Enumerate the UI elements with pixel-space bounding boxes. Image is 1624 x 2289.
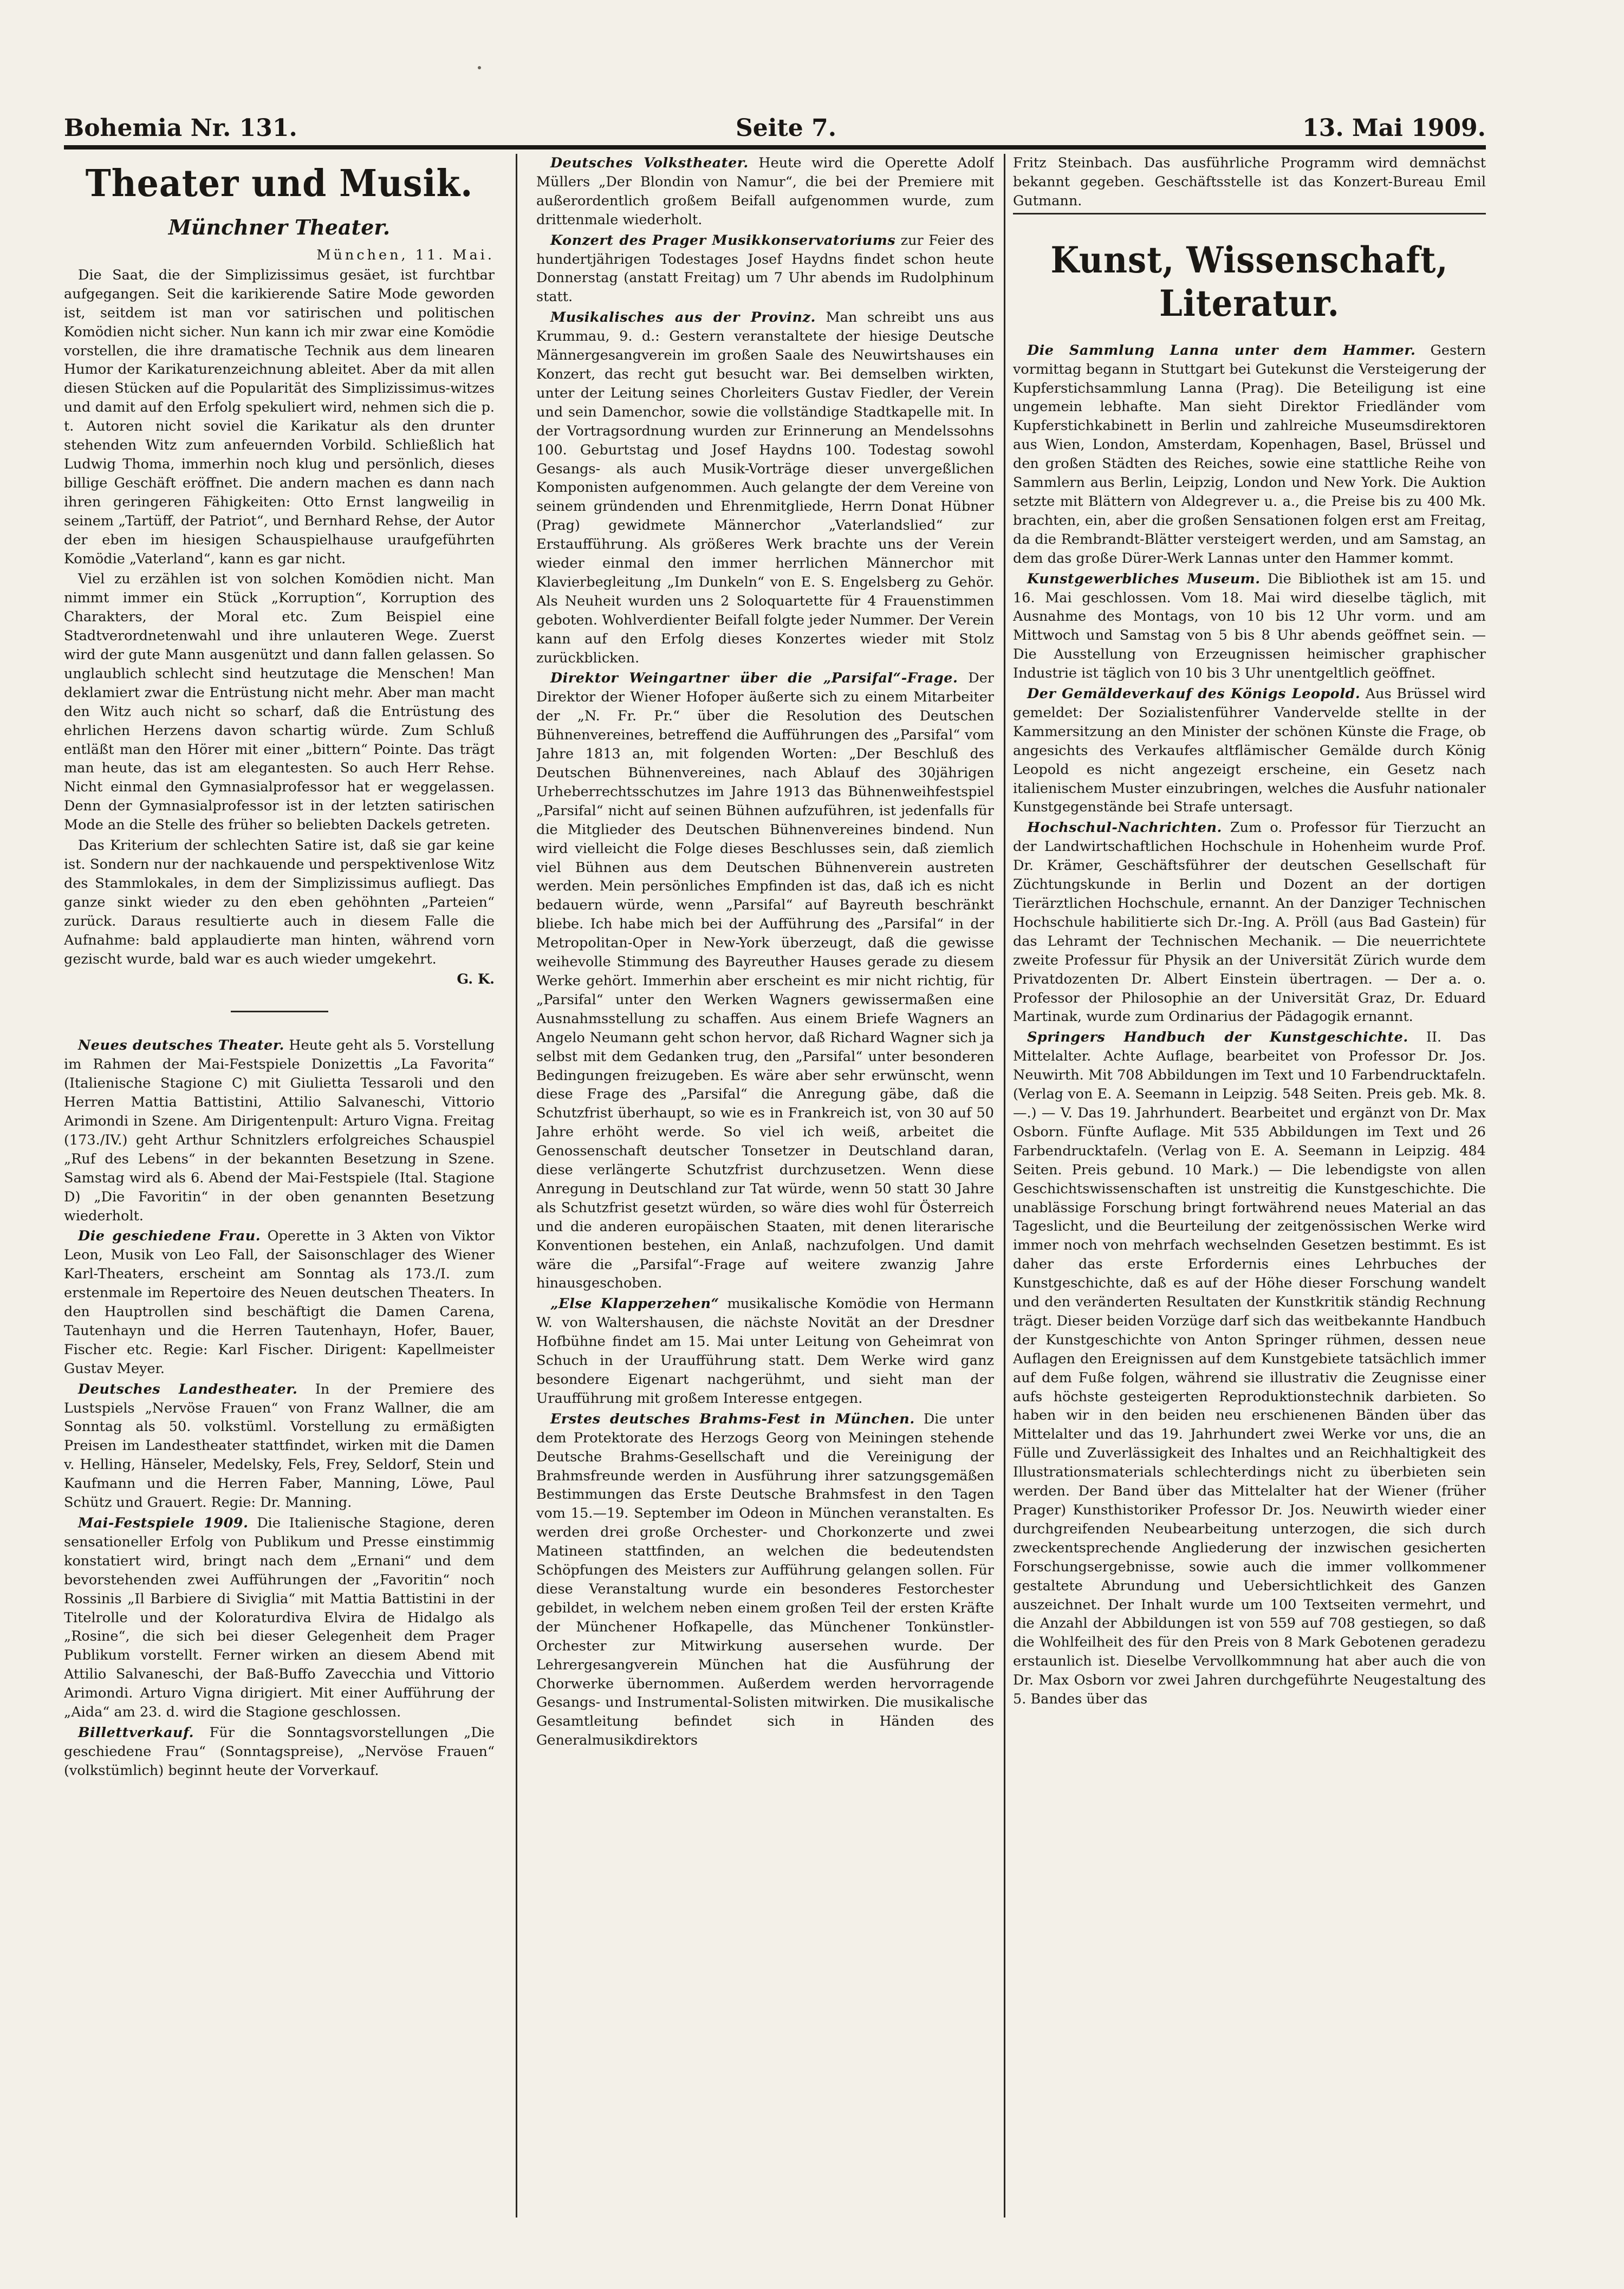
news-entry	[536, 154, 994, 230]
entry-heading: „Else Klapperzehen“	[550, 1296, 719, 1312]
article-paragraph: Viel zu erzählen ist von solchen Komödien nicht. Man nimmt immer ein Stück „Korruption“, Korruption des Charakters, der Moral etc. Zum Beispiel eine Stadtverordnetenwahl und ihre unlauteren Wege. Zuerst wird der gute Mann ausgenützt und dann fallen gelassen. So unglaublich schlecht sind heutzutage die Menschen! Man deklamiert zwar die Entrüstung nicht mehr. Aber man macht den Witz auch nicht so scharf, daß die Entrüstung des ehrlichen Herzens davon schartig würde. Zum Schluß entläßt man den Hörer mit einer „bittern“ Pointe. Das trägt man heute, das ist am elegantesten. So auch Herr Rehse. Nicht einmal den Gymnasialprofessor hat er weggelassen. Denn der Gymnasialprofessor ist in der letzten satirischen Mode an die Stelle des früher so beliebten Dackels getreten.	[64, 571, 495, 834]
entry-text: Aus Brüssel wird gemeldet: Der Sozialistenführer Vandervelde stellte in der Kammersitzung an den Minister der schönen Künste die Frage, ob angesichts des Verkaufes altflämischer Gemälde durch König Leopold es nicht angezeigt erscheine, ein Gesetz nach italienischem Muster einzubringen, welches die Ausfuhr nationaler Kunstgegenstände bei Strafe untersagt.	[1013, 686, 1486, 816]
column-rule-2	[1004, 154, 1005, 2218]
news-entry	[536, 1295, 994, 1408]
section-divider	[1013, 213, 1486, 214]
entry-heading: Konzert des Prager Musikkonservatoriums	[550, 232, 896, 249]
entry-text: II. Das Mittelalter. Achte Auflage, bearbeitet von Professor Dr. Jos. Neuwirth. Mit 708 Abbildungen im Text und 10 Farbendrucktafeln. (Verlag von E. A. Seemann in Leipzig. 548 Seiten. Preis geb. Mk. 8.—.) — V. Das 19. Jahrhundert. Bearbeitet und ergänzt von Dr. Max Osborn. Fünfte Auflage. Mit 535 Abbildungen im Text und 26 Farbendrucktafeln. (Verlag von E. A. Seemann in Leipzig. 484 Seiten. Preis gebund. 10 Mark.) — Die lebendigste von allen Geschichtswissenschaften ist unstreitig die Kunstgeschichte. Die unablässige Forschung bringt fortwährend neues Material an das Tageslicht, und die Beurteilung der zeitgenössischen Werke wird immer noch von mehrfach wechselnden Gesetzen bestimmt. Es ist daher das erste Erfordernis eines Lehrbuches der Kunstgeschichte, daß es auf der Höhe dieser Forschung wandelt und den veränderten Resultaten der Kunstkritik ständig Rechnung trägt. Dieser beiden Vorzüge darf sich das weitbekannte Handbuch der Kunstgeschichte von Anton Springer rühmen, dessen neue Auflagen den Ereignissen auf dem Kunstgebiete tatsächlich immer auf dem Fuße folgen, während sie illustrativ die Zeugnisse einer aufs höchste gesteigerten Reproduktionstechnik darbieten. So haben wir in den beiden neu erschienenen Bänden über das Mittelalter und das 19. Jahrhundert zwei Werke vor uns, die an Fülle und Zuverlässigkeit des Inhaltes und an Reichhaltigkeit des Illustrationsmaterials schlechterdings nicht zu überbieten sein werden. Der Band über das Mittelalter hat der Wiener (früher Prager) Kunsthistoriker Professor Dr. Jos. Neuwirth wieder einer durchgreifenden Neubearbeitung unterzogen, die sich durch zweckentsprechende Angliederung der inzwischen gesicherten Forschungsergebnisse, sowie auch die immer vollkommener gestaltete Abrundung und Uebersichtlichkeit des Ganzen auszeichnet. Der Inhalt wurde um 100 Textseiten vermehrt, und die Anzahl der Abbildungen ist von 559 auf 708 gestiegen, so daß die Wohlfeilheit des für den Preis von 8 Mark Gebotenen geradezu erstaunlich ist. Dieselbe Vervollkommnung hat aber auch die von Dr. Max Osborn vor zwei Jahren durchgeführte Neugestaltung des 5. Bandes über das	[1013, 1029, 1486, 1708]
entry-heading: Erstes deutsches Brahms-Fest in München.	[550, 1410, 915, 1427]
news-entry	[64, 1380, 495, 1512]
news-entry	[1013, 341, 1486, 568]
entry-text: Die unter dem Protektorate des Herzogs Georg von Meiningen stehende Deutsche Brahms-Gesellschaft und die Vereinigung der Brahmsfreunde werden in Ausführung ihrer satzungsgemäßen Bestimmungen das Erste Deutsche Brahmsfest in den Tagen vom 15.—19. September im Odeon in München veranstalten. Es werden drei große Orchester- und Chorkonzerte und zwei Matineen stattfinden, an welchen die bedeutendsten Schöpfungen des Meisters zur Aufführung gelangen sollen. Für diese Veranstaltung wurde ein besonderes Festorchester gebildet, in welchem neben einem großen Teil der ersten Kräfte der Münchener Hofkapelle, das Münchener Tonkünstler-Orchester zur Mitwirkung ausersehen wurde. Der Lehrergesangverein München hat die Ausführung der Chorwerke übernommen. Außerdem werden hervorragende Gesangs- und Instrumental-Solisten mitwirken. Die musikalische Gesamtleitung befindet sich in Händen des Generalmusikdirektors	[536, 1410, 994, 1749]
entry-text: Gestern vormittag begann in Stuttgart bei Gutekunst die Versteigerung der Kupferstichsammlung Lanna (Prag). Die Beteiligung ist eine ungemein lebhafte. Man sieht Direktor Friedländer vom Kupferstichkabinett in Berlin und zahlreiche Museumsdirektoren aus Wien, London, Amsterdam, Kopenhagen, Basel, Brüssel und den großen Städten des Reiches, sowie eine stattliche Reihe von Sammlern aus Berlin, Leipzig, London und New York. Die Auktion setzte mit Blättern von Aldegrever u. a., die Preise bis zu 400 Mk. brachten, ein, aber die großen Sensationen folgen erst am Freitag, da die Rembrandt-Blätter versteigert werden, und am Samstag, an dem das große Dürer-Werk Lannas unter den Hammer kommt.	[1013, 342, 1486, 567]
entry-text: musikalische Komödie von Hermann W. von Waltershausen, die nächste Novität an der Dresdner Hofbühne findet am 15. Mai unter Leitung von Geheimrat von Schuch in der Uraufführung statt. Dem Werke wird ganz besondere Eigenart nachgerühmt, und sieht man der Uraufführung mit großem Interesse entgegen.	[536, 1296, 994, 1407]
short-divider	[231, 1011, 328, 1012]
entry-heading: Direktor Weingartner über die „Parsifal“-Frage.	[550, 670, 958, 687]
entry-text: Der Direktor der Wiener Hofoper äußerte sich zu einem Mitarbeiter der „N. Fr. Pr.“ über die Resolution des Deutschen Bühnenvereines, betreffend die Aufführungen des „Parsifal“ vom Jahre 1813 an, mit folgenden Worten: „Der Beschluß des Deutschen Bühnenvereines, nach Ablauf des 30jährigen Urheberrechtsschutzes im Jahre 1913 das Bühnenweihfestspiel „Parsifal“ nicht auf seinen Bühnen aufzuführen, ist jedenfalls für die Mitglieder des Deutschen Bühnenvereines bindend. Nun wird vielleicht die Folge dieses Beschlusses sein, daß ziemlich viel Bühnen aus dem Deutschen Bühnenverein austreten werden. Mein persönliches Empfinden ist das, daß ich es nicht bedauern würde, wenn „Parsifal“ auf Bayreuth beschränkt bliebe. Ich habe mich bei der Aufführung des „Parsifal“ in der Metropolitan-Oper in New-York überzeugt, daß die gewisse weihevolle Stimmung des Bayreuther Hauses gerade zu diesem Werke gehört. Immerhin aber erscheint es mir nicht richtig, für „Parsifal“ unter den Werken Wagners gewissermaßen eine Ausnahmsstellung zu schaffen. Aus einem Briefe Wagners an Angelo Neumann geht schon hervor, daß Richard Wagner sich ja selbst mit dem Gedanken trug, den „Parsifal“ unter besonderen Bedingungen freizugeben. Es wäre aber sehr erwünscht, wenn diese Frage des „Parsifal“ die Anregung gäbe, daß die Schutzfrist überhaupt, so wie es in Frankreich ist, von 30 auf 50 Jahre erhöht werde. So viel ich weiß, arbeitet die Genossenschaft deutscher Tonsetzer in Deutschland daran, diese verlängerte Schutzfrist durchzusetzen. Wenn diese Anregung in Deutschland zur Tat würde, wenn 50 statt 30 Jahre als Schutzfrist gesetzt würden, so wäre dies wohl für Österreich und die anderen europäischen Staaten, mit denen literarische Konventionen bestehen, ein Anlaß, nachzufolgen. Und damit wäre die „Parsifal“-Frage auf weitere zwanzig Jahre hinausgeschoben.	[536, 670, 994, 1292]
dateline: München, 11. Mai.	[316, 247, 495, 263]
entry-heading: Musikalisches aus der Provinz.	[550, 309, 816, 326]
entry-heading: Hochschul-Nachrichten.	[1027, 820, 1222, 836]
entry-text: Für die Sonntagsvorstellungen „Die geschiedene Frau“ (Sonntagspreise), „Nervöse Frauen“ (volkstümlich) beginnt heute der Vorverkauf.	[64, 1724, 495, 1779]
entry-heading: Die geschiedene Frau.	[78, 1228, 261, 1245]
entry-heading: Kunstgewerbliches Museum.	[1027, 570, 1261, 587]
entry-text: Zum o. Professor für Tierzucht an der Landwirtschaftlichen Hochschule in Hohenheim wurde Prof. Dr. Krämer, Geschäftsführer der deutschen Gesellschaft für Züchtungskunde in Berlin und Dozent an der dortigen Tierärztlichen Hochschule, ernannt. An der Danziger Technischen Hochschule habilitierte sich Dr.-Ing. A. Pröll (aus Bad Gastein) für das Lehramt der Technischen Mechanik. — Die neuerrichtete zweite Professur für Physik an der Universität Zürich wurde dem Privatdozenten Dr. Albert Einstein übertragen. — Der a. o. Professor der Philosophie an der Universität Graz, Dr. Eduard Martinak, wurde zum Ordinarius der Pädagogik ernannt.	[1013, 820, 1486, 1025]
print-speck	[478, 66, 481, 69]
masthead-publication: Bohemia Nr. 131.	[64, 114, 297, 142]
masthead-page-number: Seite 7.	[736, 114, 837, 142]
entry-text: Die Bibliothek ist am 15. und 16. Mai geschlossen. Vom 18. Mai wird dieselbe täglich, mit Ausnahme des Montags, von 10 bis 12 Uhr vorm. und am Mittwoch und Samstag von 5 bis 8 Uhr abends geöffnet sein. — Die Ausstellung von Erzeugnissen heimischer graphischer Industrie ist täglich von 10 bis 3 Uhr unentgeltlich geöffnet.	[1013, 570, 1486, 682]
continued-text: Fritz Steinbach. Das ausführliche Programm wird demnächst bekannt gegeben. Geschäftsstelle ist das Konzert-Bureau Emil Gutmann.	[1013, 155, 1486, 209]
entry-heading: Die Sammlung Lanna unter dem Hammer.	[1027, 342, 1416, 359]
masthead-date: 13. Mai 1909.	[1302, 114, 1486, 142]
entry-heading: Deutsches Volkstheater.	[550, 155, 749, 171]
entry-heading: Deutsches Landestheater.	[78, 1381, 298, 1397]
section-title-kunst: Kunst, Wissenschaft, Literatur.	[1050, 238, 1448, 324]
news-entry	[1013, 685, 1486, 817]
entry-text: Heute wird die Operette Adolf Müllers „Der Blondin von Namur“, die bei der Premiere mit außerordentlich großem Beifall aufgenommen wurde, zum drittenmale wiederholt.	[536, 155, 994, 228]
news-entry	[1013, 1028, 1486, 1709]
column-1	[64, 154, 495, 2196]
column-rule-1	[516, 154, 517, 2218]
entry-heading: Billettverkauf.	[78, 1724, 194, 1741]
news-entry	[536, 231, 994, 307]
column-3	[1013, 154, 1486, 2196]
entry-heading: Neues deutsches Theater.	[78, 1037, 284, 1054]
entry-heading: Springers Handbuch der Kunstgeschichte.	[1027, 1029, 1408, 1046]
column-2	[536, 154, 994, 2196]
masthead	[64, 111, 1486, 144]
masthead-rule	[64, 145, 1486, 149]
news-entry	[536, 308, 994, 667]
section-title-theater: Theater und Musik.	[85, 162, 473, 205]
entry-text: Die Italienische Stagione, deren sensationeller Erfolg von Publikum und Presse einstimmig konstatiert wird, bringt nach dem „Ernani“ und dem bevorstehenden zwei Aufführungen der „Favoritin“ noch Rossinis „Il Barbiere di Siviglia“ mit Mattia Battistini in der Titelrolle und der Koloraturdiva Elvira de Hidalgo als „Rosine“, die sich bei dieser Gelegenheit dem Prager Publikum vorstellt. Ferner wirken an diesem Abend mit Attilio Salvaneschi, der Baß-Buffo Zavecchia und Vittorio Arimondi. Arturo Vigna dirigiert. Mit einer Aufführung der „Aida“ am 23. d. wird die Stagione geschlossen.	[64, 1515, 495, 1721]
sub-title-muenchner-theater: Münchner Theater.	[168, 215, 391, 239]
news-entry	[1013, 570, 1486, 683]
entry-heading: Mai-Festspiele 1909.	[78, 1515, 249, 1531]
article-paragraph: Die Saat, die der Simplizissimus gesäet, ist furchtbar aufgegangen. Seit die karikierende Satire Mode geworden ist, seitdem ist man vor satirischen und politischen Komödien nicht sicher. Nun kann ich mir zwar eine Komödie vorstellen, die ihre dramatische Technik aus dem linearen Humor der Karikaturenzeichnung ableitet. Aber da mit allen diesen Stücken auf die Popularität des Simplizissimus-witzes und damit auf den Erfolg spekuliert wird, nehmen sich die p. t. Autoren nicht soviel die Karikatur als den drunter stehenden Witz zum anfeuernden Vorbild. Schließlich hat Ludwig Thoma, immerhin noch klug und persönlich, dieses billige Geschäft eröffnet. Die andern machen es dann nach ihren geringeren Fähigkeiten: Otto Ernst langweilig in seinem „Tartüff, der Patriot“, und Bernhard Rehse, der Autor der eben im hiesigen Schauspielhause uraufgeführten Komödie „Vaterland“, kann es gar nicht.	[64, 266, 495, 567]
entry-text: Operette in 3 Akten von Viktor Leon, Musik von Leo Fall, der Saisonschlager des Wiener Karl-Theaters, erscheint am Sonntag als 173./I. zum erstenmale im Repertoire des Neuen deutschen Theaters. In den Hauptrollen sind beschäftigt die Damen Carena, Tautenhayn und die Herren Tautenhayn, Hofer, Bauer, Fischer etc. Regie: Karl Fischer. Dirigent: Kapellmeister Gustav Meyer.	[64, 1228, 495, 1377]
author-signature: G. K.	[457, 971, 495, 988]
news-entry	[64, 1514, 495, 1722]
entry-text: Man schreibt uns aus Krummau, 9. d.: Gestern veranstaltete der hiesige Deutsche Männergesangverein im großen Saale des Neuwirtshauses ein Konzert, das recht gut besucht war. Bei demselben wirkten, unter der Leitung seines Chorleiters Gustav Fiedler, der Verein und sein Damenchor, sowie die vollständige Stadtkapelle mit. In der Vortragsordnung wurden zur Erinnerung an Mendelssohns 100. Geburtstag und Josef Haydns 100. Todestag sowohl Gesangs- als auch Musik-Vorträge dieser unvergeßlichen Komponisten aufgenommen. Auch gelangte der dem Vereine von seinem gründenden und Ehrenmitgliede, Herrn Donat Hübner (Prag) gewidmete Männerchor „Vaterlandslied“ zur Erstaufführung. Als größeres Werk brachte uns der Verein wieder einmal den immer herrlichen Männerchor mit Klavierbegleitung „Im Dunkeln“ von E. S. Engelsberg zu Gehör. Als Neuheit wurden uns 2 Soloquartette für 4 Frauenstimmen geboten. Wohlverdienter Beifall folgte jeder Nummer. Der Verein kann auf den Erfolg dieses Konzertes wieder mit Stolz zurückblicken.	[536, 309, 994, 666]
entry-text: zur Feier des hundertjährigen Todestages Josef Haydns findet schon heute Donnerstag (anstatt Freitag) um 7 Uhr abends im Rudolphinum statt.	[536, 232, 994, 305]
news-entry	[536, 669, 994, 1293]
article-paragraph: Das Kriterium der schlechten Satire ist, daß sie gar keine ist. Sondern nur der nachkauende und perspektivenlose Witz des Stammlokales, in dem der Simplizissimus aufliegt. Das ganze sinkt wieder zu den eben gehöhnten „Parteien“ zurück. Daraus resultierte auch in diesem Falle die Aufnahme: bald applaudierte man hinten, während vorn gezischt wurde, bald war es auch wieder umgekehrt.	[64, 837, 495, 967]
entry-text: In der Premiere des Lustspiels „Nervöse Frauen“ von Franz Wallner, die am Sonntag als 50. volkstüml. Vorstellung zu ermäßigten Preisen im Landestheater stattfindet, wirken mit die Damen v. Helling, Hänseler, Medelsky, Fels, Frey, Seldorf, Stein und Kaufmann und die Herren Faber, Manning, Löwe, Paul Schütz und Grauert. Regie: Dr. Manning.	[64, 1381, 495, 1511]
entry-text: Heute geht als 5. Vorstellung im Rahmen der Mai-Festspiele Donizettis „La Favorita“ (Italienische Stagione C) mit Giulietta Tessaroli und den Herren Mattia Battistini, Attilio Salvaneschi, Vittorio Arimondi in Szene. Am Dirigentenpult: Arturo Vigna. Freitag (173./IV.) geht Arthur Schnitzlers erfolgreiches Schauspiel „Ruf des Lebens“ in der bekannten Besetzung in Szene. Samstag wird als 6. Abend der Mai-Festspiele (Ital. Stagione D) „Die Favoritin“ in der oben genannten Besetzung wiederholt.	[64, 1037, 495, 1224]
news-entry	[64, 1036, 495, 1225]
news-entry	[64, 1227, 495, 1378]
entry-heading: Der Gemäldeverkauf des Königs Leopold.	[1027, 686, 1361, 703]
news-entry	[536, 1410, 994, 1750]
news-entry	[1013, 818, 1486, 1026]
news-entry	[64, 1724, 495, 1780]
